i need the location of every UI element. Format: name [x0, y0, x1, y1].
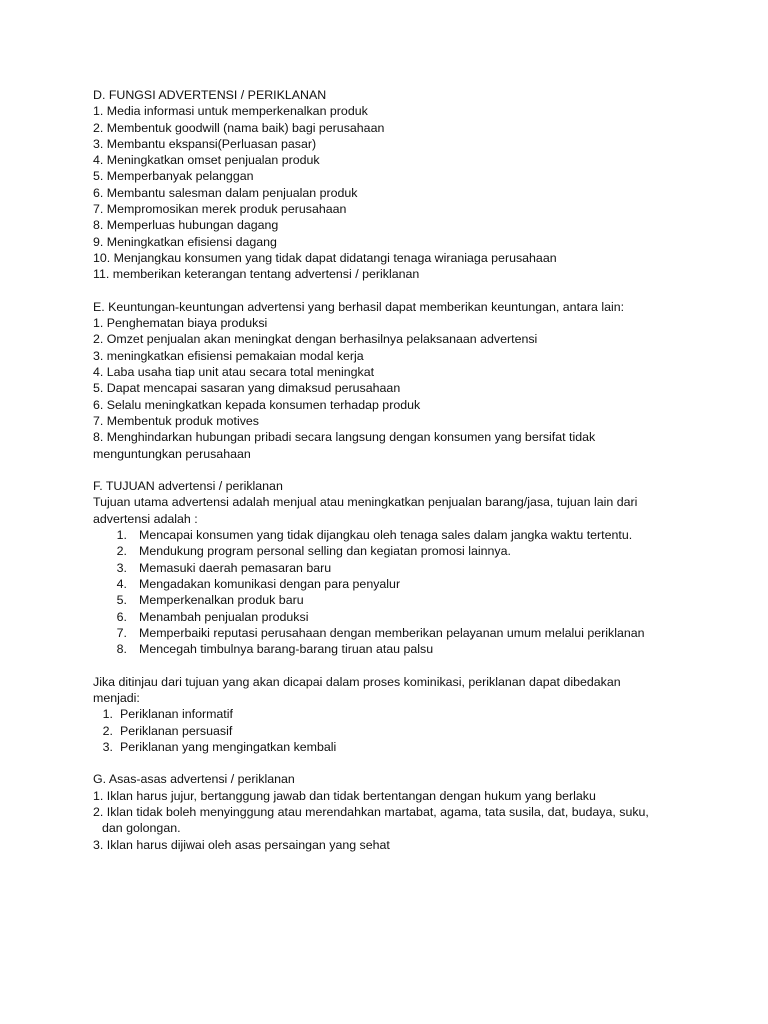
list-item: 10. Menjangkau konsumen yang tidak dapat didatangi tenaga wiraniaga perusahaan [93, 250, 557, 265]
list-number: 1. [102, 707, 113, 722]
list-item-continuation: menguntungkan perusahaan [93, 446, 251, 461]
document-page [93, 87, 693, 853]
list-item: 2. Membentuk goodwill (nama baik) bagi perusahaan [93, 120, 385, 135]
list-number: 5. [116, 593, 127, 608]
list-item [93, 625, 693, 641]
paragraph-gap [93, 462, 693, 478]
list-number: 6. [116, 609, 127, 624]
list-item: 5. Dapat mencapai sasaran yang dimaksud perusahaan [93, 381, 401, 396]
list-item [93, 739, 693, 755]
list-item [93, 576, 693, 592]
list-item [93, 723, 693, 739]
paragraph-gap [93, 755, 693, 771]
section-f-intro: Tujuan utama advertensi adalah menjual atau meningkatkan penjualan barang/jasa, tujuan lain dari [93, 495, 638, 510]
paragraph-gap [93, 657, 693, 673]
list-item: 8. Memperluas hubungan dagang [93, 218, 279, 233]
section-g-heading: G. Asas-asas advertensi / periklanan [93, 772, 295, 787]
list-item: 7. Membentuk produk motives [93, 413, 259, 428]
list-number: 7. [116, 625, 127, 640]
list-item [93, 527, 693, 543]
list-text: Periklanan informatif [120, 707, 233, 722]
list-text: Mencegah timbulnya barang-barang tiruan atau palsu [139, 642, 434, 657]
list-number: 3. [116, 560, 127, 575]
list-item: 7. Mempromosikan merek produk perusahaan [93, 202, 347, 217]
list-item: 5. Memperbanyak pelanggan [93, 169, 254, 184]
list-number: 8. [116, 642, 127, 657]
jenis-intro-cont: menjadi: [93, 690, 140, 705]
list-number: 4. [116, 576, 127, 591]
list-text: Periklanan persuasif [120, 723, 233, 738]
list-text: Periklanan yang mengingatkan kembali [120, 739, 337, 754]
list-item: 4. Laba usaha tiap unit atau secara total meningkat [93, 365, 375, 380]
list-item: 9. Meningkatkan efisiensi dagang [93, 234, 277, 249]
list-item: 3. meningkatkan efisiensi pemakaian modal kerja [93, 348, 364, 363]
list-text: Mendukung program personal selling dan kegiatan promosi lainnya. [139, 544, 511, 559]
list-number: 2. [102, 723, 113, 738]
list-number: 3. [102, 739, 113, 754]
list-item-continuation: dan golongan. [102, 821, 181, 836]
list-item: 3. Iklan harus dijiwai oleh asas persaingan yang sehat [93, 837, 390, 852]
list-item: 1. Penghematan biaya produksi [93, 316, 268, 331]
list-item: 2. Iklan tidak boleh menyinggung atau merendahkan martabat, agama, tata susila, dat, budaya, suku, [93, 805, 649, 820]
list-text: Mencapai konsumen yang tidak dijangkau oleh tenaga sales dalam jangka waktu tertentu. [139, 528, 633, 543]
list-item: 8. Menghindarkan hubungan pribadi secara langsung dengan konsumen yang bersifat tidak [93, 430, 596, 445]
list-item: 4. Meningkatkan omset penjualan produk [93, 153, 320, 168]
list-item [93, 543, 693, 559]
list-item [93, 706, 693, 722]
list-text: Menambah penjualan produksi [139, 609, 309, 624]
list-number: 1. [116, 528, 127, 543]
list-number: 2. [116, 544, 127, 559]
section-f-heading: F. TUJUAN advertensi / periklanan [93, 479, 283, 494]
list-item: 11. memberikan keterangan tentang advertensi / periklanan [93, 267, 420, 282]
section-d-heading: D. FUNGSI ADVERTENSI / PERIKLANAN [93, 88, 327, 102]
list-item: 3. Membantu ekspansi(Perluasan pasar) [93, 136, 317, 151]
list-item: 1. Media informasi untuk memperkenalkan produk [93, 104, 368, 119]
list-item: 2. Omzet penjualan akan meningkat dengan berhasilnya pelaksanaan advertensi [93, 332, 538, 347]
list-item [93, 592, 693, 608]
list-text: Mengadakan komunikasi dengan para penyalur [139, 576, 401, 591]
list-item: 6. Selalu meningkatkan kepada konsumen terhadap produk [93, 397, 421, 412]
list-item [93, 560, 693, 576]
list-text: Memperkenalkan produk baru [139, 593, 304, 608]
list-text: Memperbaiki reputasi perusahaan dengan memberikan pelayanan umum melalui periklanan [139, 625, 645, 640]
list-text: Memasuki daerah pemasaran baru [139, 560, 332, 575]
section-f-intro-cont: advertensi adalah : [93, 511, 198, 526]
paragraph-gap [93, 283, 693, 299]
list-item: 1. Iklan harus jujur, bertanggung jawab dan tidak bertentangan dengan hukum yang berlaku [93, 788, 596, 803]
jenis-intro: Jika ditinjau dari tujuan yang akan dicapai dalam proses kominikasi, periklanan dapat dibedakan [93, 674, 621, 689]
list-item [93, 609, 693, 625]
section-e-heading: E. Keuntungan-keuntungan advertensi yang berhasil dapat memberikan keuntungan, antara lain: [93, 299, 625, 314]
list-item [93, 641, 693, 657]
list-item: 6. Membantu salesman dalam penjualan produk [93, 185, 358, 200]
